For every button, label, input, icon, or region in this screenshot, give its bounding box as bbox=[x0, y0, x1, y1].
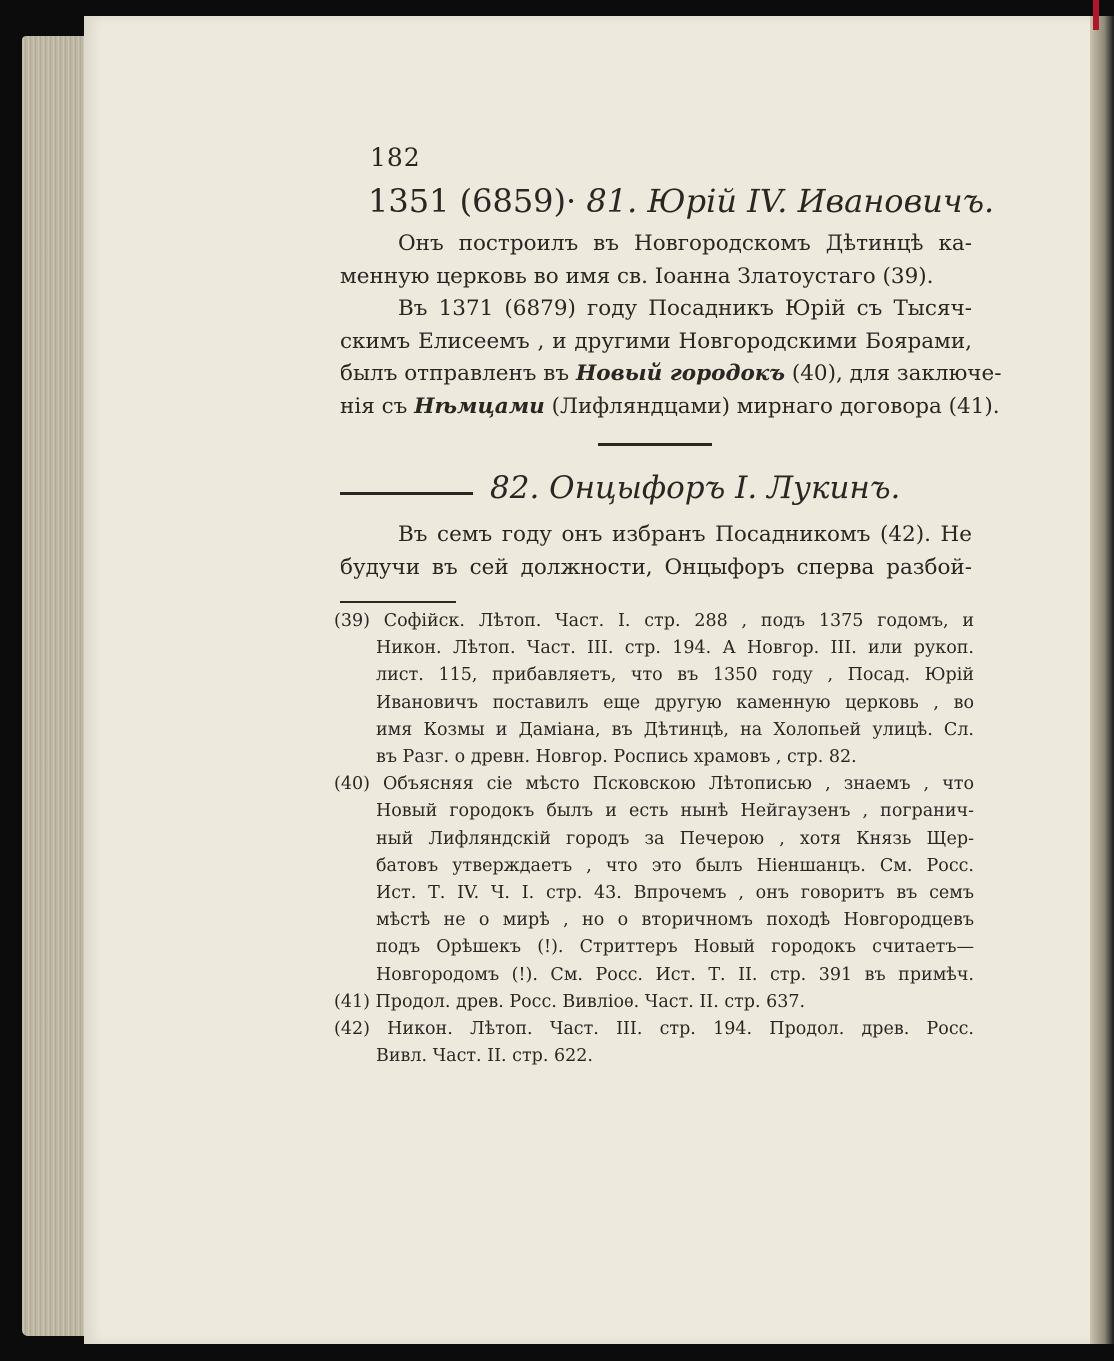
footnote-line: батовъ утверждаетъ , что это былъ Ніеншанцъ. См. Росс. bbox=[376, 855, 974, 876]
footnote-line: подъ Орѣшекъ (!). Стриттеръ Новый городокъ считаетъ— bbox=[376, 937, 974, 958]
section-heading-81 bbox=[368, 182, 995, 220]
footnote-line: (40) Объясняя сіе мѣсто Псковскою Лѣтописью , знаемъ , что bbox=[334, 774, 974, 795]
footnote-39 bbox=[334, 608, 974, 771]
footnote-line: имя Козмы и Даміана, въ Дѣтинцѣ, на Холопьей улицѣ. Сл. bbox=[376, 719, 974, 740]
heading-years: 1351 (6859)· bbox=[368, 182, 577, 220]
italic-place-name: Новый городокъ bbox=[575, 361, 785, 386]
paragraph-3 bbox=[340, 519, 972, 584]
footnote-line: мѣстѣ не о мирѣ , но о вторичномъ походѣ Новгородцевъ bbox=[376, 910, 974, 931]
text-line: былъ отправленъ въ Новый городокъ (40), для заключе- bbox=[340, 361, 1002, 386]
text-line: менную церковь во имя св. Іоанна Златоустаго (39). bbox=[340, 263, 934, 289]
page-number: 182 bbox=[370, 143, 421, 172]
heading-title: 81. Юрій IV. Ивановичъ. bbox=[586, 182, 995, 220]
text-line: нія съ Нѣмцами (Лифляндцами) мирнаго договора (41). bbox=[340, 393, 1000, 419]
footnote-line: (42) Никон. Лѣтоп. Част. III. стр. 194. Продол. древ. Росс. bbox=[334, 1019, 974, 1040]
bookmark-ribbon bbox=[1093, 0, 1099, 30]
footnote-42 bbox=[334, 1016, 974, 1070]
book-page-edges bbox=[22, 36, 90, 1336]
heading-dash bbox=[340, 492, 473, 495]
footnote-line: въ Разг. о древн. Новгор. Роспись храмовъ , стр. 82. bbox=[376, 747, 857, 768]
text-line: Въ 1371 (6879) году Посадникъ Юрій съ Тысяч- bbox=[398, 296, 972, 321]
text-line: Онъ построилъ въ Новгородскомъ Дѣтинцѣ ка- bbox=[398, 231, 972, 256]
footnote-line: Ист. Т. IV. Ч. I. стр. 43. Впрочемъ , онъ говоритъ въ семъ bbox=[376, 883, 974, 904]
text-line: Въ семъ году онъ избранъ Посадникомъ (42). Не bbox=[398, 522, 972, 547]
italic-people-name: Нѣмцами bbox=[414, 393, 545, 419]
footnote-line: Ивановичъ поставилъ еще другую каменную церковь , во bbox=[376, 692, 974, 713]
text-line: скимъ Елисеемъ , и другими Новгородскими Боярами, bbox=[340, 328, 972, 354]
heading-title: 82. Онцыфоръ I. Лукинъ. bbox=[490, 470, 901, 506]
footnote-line: (39) Софійск. Лѣтоп. Част. I. стр. 288 , подъ 1375 годомъ, и bbox=[334, 611, 974, 631]
footnote-line: Вивл. Част. II. стр. 622. bbox=[376, 1046, 593, 1067]
section-heading-82 bbox=[340, 470, 940, 514]
footnote-line: лист. 115, прибавляетъ, что въ 1350 году , Посад. Юрій bbox=[376, 665, 974, 686]
footnote-rule bbox=[340, 601, 456, 603]
footnote-line: Новгородомъ (!). См. Росс. Ист. Т. II. стр. 391 въ примѣч. bbox=[376, 964, 974, 985]
footnote-line: (41) Продол. древ. Росс. Вивліоѳ. Част. II. стр. 637. bbox=[334, 991, 806, 1012]
page-fold-shadow bbox=[1090, 16, 1114, 1344]
footnote-40 bbox=[334, 771, 974, 989]
section-divider bbox=[598, 443, 712, 446]
footnote-41 bbox=[334, 989, 974, 1016]
footnote-line: ный Лифляндскій городъ за Печерою , хотя Князь Щер- bbox=[376, 828, 974, 849]
footnote-line: Новый городокъ былъ и есть нынѣ Нейгаузенъ , погранич- bbox=[376, 801, 974, 822]
footnotes bbox=[334, 608, 974, 1070]
paragraph-1 bbox=[340, 228, 972, 293]
paragraph-2 bbox=[340, 293, 1002, 423]
text-line: будучи въ сей должности, Онцыфоръ сперва разбой- bbox=[340, 554, 972, 580]
footnote-line: Никон. Лѣтоп. Част. III. стр. 194. А Новгор. III. или рукоп. bbox=[376, 638, 974, 659]
